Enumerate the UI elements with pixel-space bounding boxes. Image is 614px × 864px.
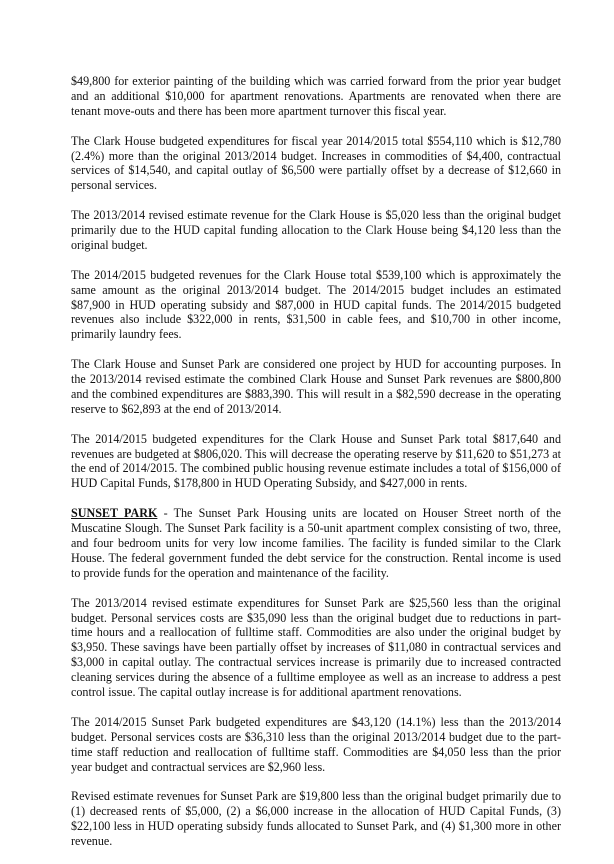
- paragraph-combined-budget: The 2014/2015 budgeted expenditures for the Clark House and Sunset Park total $817,640 and revenues are budgeted at $806,020. This will decrease the operating reserve by $11,620 to $51,273 at the end of 2014/2015. The combined public housing revenue estimate includes a total of $156,000 of HUD Capital Funds, $178,800 in HUD Operating Subsidy, and $427,000 in rents.: [71, 431, 561, 491]
- document-page: [71, 74, 561, 864]
- paragraph-sunset-park-intro: [71, 506, 561, 581]
- paragraph-sunset-revised-expenditures: The 2013/2014 revised estimate expenditures for Sunset Park are $25,560 less than the original budget. Personal services costs are $35,090 less than the original budget due to reductions in part-time hours and a reallocation of fulltime staff. Commodities are also under the original budget by $3,950. These savings have been partially offset by increases of $11,080 in contractual services and $3,000 in capital outlay. The contractual services increase is primarily due to increased contracted cleaning services during the absence of a fulltime employee as well as an increase to address a pest control issue. The capital outlay increase is for additional apartment renovations.: [71, 595, 561, 700]
- paragraph-clark-capital-outlay: $49,800 for exterior painting of the building which was carried forward from the prior year budget and an additional $10,000 for apartment renovations. Apartments are renovated when there are tenant move-outs and there has been more apartment turnover this fiscal year.: [71, 74, 561, 118]
- paragraph-sunset-budgeted-expenditures: The 2014/2015 Sunset Park budgeted expenditures are $43,120 (14.1%) less than the 2013/2014 budget. Personal services costs are $36,310 less than the original 2013/2014 budget due to the part-time staff reduction and reallocation of fulltime staff. Commodities are $4,050 less than the prior year budget and contractual services are $2,960 less.: [71, 714, 561, 774]
- paragraph-clark-budgeted-revenue: The 2014/2015 budgeted revenues for the Clark House total $539,100 which is approximately the same amount as the original 2013/2014 budget. The 2014/2015 budget includes an estimated $87,900 in HUD operating subsidy and $87,000 in HUD capital funds. The 2014/2015 budgeted revenues also include $322,000 in rents, $31,500 in cable fees, and $10,700 in other income, primarily laundry fees.: [71, 267, 561, 342]
- paragraph-sunset-revised-revenue: Revised estimate revenues for Sunset Park are $19,800 less than the original budget primarily due to (1) decreased rents of $5,000, (2) a $6,000 increase in the allocation of HUD Capital Funds, (3) $22,100 less in HUD operating subsidy funds allocated to Sunset Park, and (4) $1,300 more in other revenue.: [71, 789, 561, 849]
- paragraph-clark-expenditures: The Clark House budgeted expenditures for fiscal year 2014/2015 total $554,110 which is $12,780 (2.4%) more than the original 2013/2014 budget. Increases in commodities of $4,400, contractual services of $14,540, and capital outlay of $6,500 were partially offset by a decrease of $12,660 in personal services.: [71, 133, 561, 193]
- paragraph-clark-revised-revenue: The 2013/2014 revised estimate revenue for the Clark House is $5,020 less than the original budget primarily due to the HUD capital funding allocation to the Clark House being $4,120 less than the original budget.: [71, 208, 561, 252]
- section-heading-sunset-park: SUNSET PARK: [71, 506, 158, 521]
- sunset-park-intro-text: - The Sunset Park Housing units are located on Houser Street north of the Muscatine Slough. The Sunset Park facility is a 50-unit apartment complex consisting of two, three, and four bedroom units for very low income families. The facility is funded similar to the Clark House. The federal government funded the debt service for the construction. Rental income is used to provide funds for the operation and maintenance of the facility.: [71, 506, 561, 580]
- paragraph-combined-project: The Clark House and Sunset Park are considered one project by HUD for accounting purposes. In the 2013/2014 revised estimate the combined Clark House and Sunset Park revenues are $800,800 and the combined expenditures are $883,390. This will result in a $82,590 decrease in the operating reserve to $62,893 at the end of 2013/2014.: [71, 357, 561, 416]
